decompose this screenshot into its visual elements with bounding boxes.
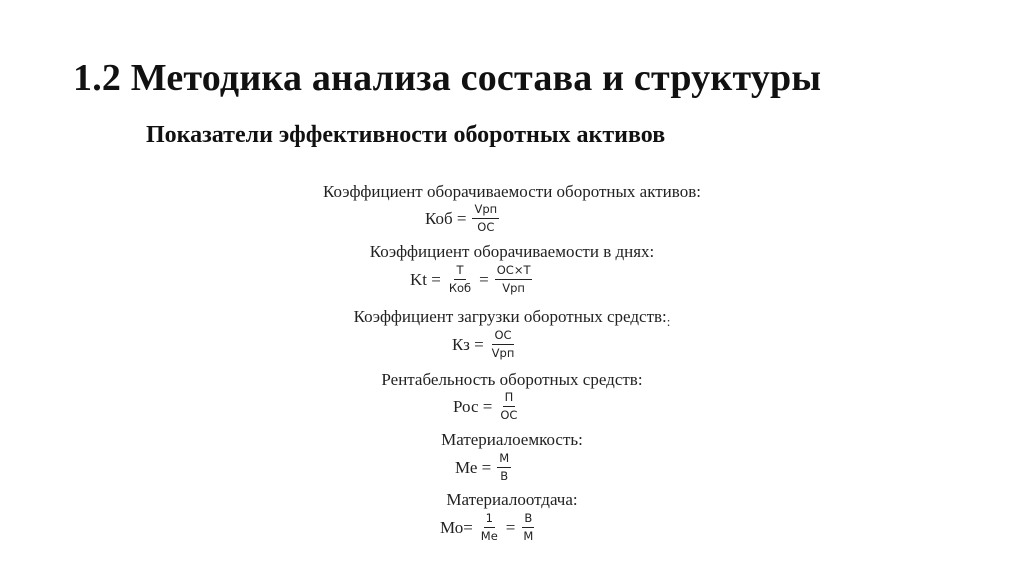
kt-fraction-1 bbox=[445, 264, 475, 295]
kt-fraction-2 bbox=[493, 264, 535, 295]
kob-numerator: Vрп bbox=[472, 203, 499, 219]
kob-label: Коэффициент оборачиваемости оборотных активов: bbox=[323, 182, 701, 201]
kz-label: Коэффициент загрузки оборотных средств: bbox=[353, 307, 667, 326]
mo-denominator-1: Ме bbox=[480, 529, 498, 543]
kz-fraction bbox=[488, 329, 519, 360]
roc-formula bbox=[453, 391, 521, 422]
kt-equals: = bbox=[479, 269, 489, 289]
me-label: Материалоемкость: bbox=[441, 430, 583, 449]
kz-formula bbox=[452, 329, 518, 360]
mo-formula bbox=[440, 512, 537, 543]
kob-denominator: ОС bbox=[477, 220, 495, 234]
me-symbol: Ме = bbox=[455, 457, 492, 477]
mo-equals: = bbox=[505, 517, 516, 537]
me-numerator: М bbox=[497, 452, 511, 468]
kt-numerator-2: ОС×Т bbox=[495, 264, 533, 280]
mo-denominator-2: М bbox=[523, 529, 534, 543]
roc-label: Рентабельность оборотных средств: bbox=[381, 370, 643, 389]
kz-numerator: ОС bbox=[492, 329, 513, 345]
slide-title: 1.2 Методика анализа состава и структуры bbox=[73, 57, 822, 99]
kz-denominator: Vрп bbox=[491, 346, 515, 360]
slide-subtitle: Показатели эффективности оборотных активов bbox=[146, 122, 666, 148]
kt-denominator-2: Vрп bbox=[502, 281, 525, 295]
kz-label-row bbox=[0, 307, 1024, 327]
kt-denominator-1: Коб bbox=[448, 281, 472, 295]
me-fraction bbox=[495, 452, 513, 483]
mo-numerator-1: 1 bbox=[484, 512, 495, 528]
mo-symbol: Мо= bbox=[440, 517, 473, 537]
roc-denominator: ОС bbox=[500, 408, 518, 422]
kob-formula bbox=[425, 203, 501, 234]
kob-symbol: Коб = bbox=[425, 208, 467, 228]
kz-symbol: Кз = bbox=[452, 334, 484, 354]
kob-fraction bbox=[470, 203, 501, 234]
kt-formula bbox=[410, 264, 534, 295]
roc-fraction bbox=[496, 391, 521, 422]
mo-numerator-2: В bbox=[522, 512, 534, 528]
me-formula bbox=[455, 452, 513, 483]
kt-label: Коэффициент оборачиваемости в днях: bbox=[369, 242, 655, 261]
mo-fraction-2 bbox=[519, 512, 537, 543]
kz-label-suffix: : bbox=[666, 314, 671, 329]
roc-symbol: Рос = bbox=[453, 396, 493, 416]
roc-numerator: П bbox=[503, 391, 516, 407]
kt-symbol: Kt = bbox=[410, 269, 441, 289]
mo-label: Материалоотдача: bbox=[446, 490, 578, 509]
me-denominator: В bbox=[500, 469, 509, 483]
mo-fraction-1 bbox=[477, 512, 502, 543]
kt-numerator-1: Т bbox=[454, 264, 465, 280]
